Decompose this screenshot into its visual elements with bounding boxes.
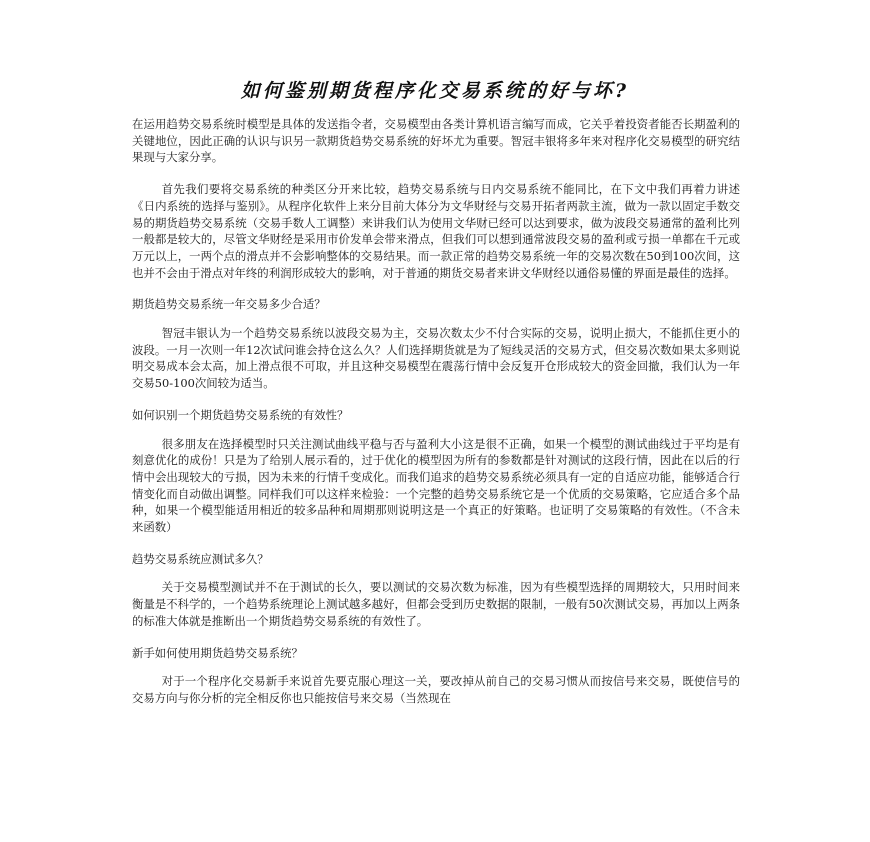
section-heading-validity: 如何识别一个期货趋势交易系统的有效性？ bbox=[132, 407, 349, 422]
document-title: 如何鉴别期货程序化交易系统的好与坏? bbox=[240, 80, 630, 102]
section-heading-trade-frequency: 期货趋势交易系统一年交易多少合适？ bbox=[132, 297, 326, 312]
paragraph-system-types: 首先我们要将交易系统的种类区分开来比较，趋势交易系统与日内交易系统不能同比，在下文中我们再着力讲述《日内系统的选择与鉴别》。从程序化软件上来分目前大体分为文华财经与交易开拓者两款主流，做为一款以固定手数交易的期货趋势交易系统（交易手数人工调整）来讲我们认为使用文华财已经可以达到要求，做为波段交易通常的盈利比列一般都是较大的，尽管文华财经是采用市价发单会带来滑点，但我们可以想到通常波段交易的盈利或亏损一单都在千元或万元以上，一两个点的滑点并不会影响整体的交易结果。而一款正常的趋势交易系统一年的交易次数在50到100次间，这也并不会由于滑点对年终的利润形成较大的影响，对于普通的期货交易者来讲文华财经以通俗易懂的界面是最佳的选择。 bbox=[132, 182, 740, 280]
section-heading-beginners: 新手如何使用期货趋势交易系统？ bbox=[132, 645, 303, 660]
paragraph-intro: 在运用趋势交易系统时模型是具体的发送指令者，交易模型由各类计算机语言编写而成，它关乎着投资者能否长期盈利的关键地位，因此正确的认识与识另一款期货趋势交易系统的好坏尤为重要。智冠丰银将多年来对程序化交易模型的研究结果现与大家分享。 bbox=[132, 117, 740, 165]
paragraph-beginners: 对于一个程序化交易新手来说首先要克服心理这一关，要改掉从前自己的交易习惯从而按信号来交易，既使信号的交易方向与你分析的完全相反你也只能按信号来交易（当然现在 bbox=[132, 674, 740, 705]
section-heading-test-duration: 趋势交易系统应测试多久？ bbox=[132, 551, 269, 566]
paragraph-test-duration: 关于交易模型测试并不在于测试的长久，要以测试的交易次数为标准，因为有些模型选择的周期较大，只用时间来衡量是不科学的，一个趋势系统理论上测试越多越好，但都会受到历史数据的限制，一般有50次测试交易，再加以上两条的标准大体就是推断出一个期货趋势交易系统的有效性了。 bbox=[132, 580, 740, 628]
paragraph-trade-frequency: 智冠丰银认为一个趋势交易系统以波段交易为主，交易次数太少不付合实际的交易，说明止损大，不能抓住更小的波段。一月一次则一年12次试问谁会持仓这么久？人们选择期货就是为了短线灵活的交易方式，但交易次数如果太多则说明交易成本会太高，加上滑点很不可取，并且这种交易模型在震荡行情中会反复开仓形成较大的资金回撤，我们认为一年交易50-100次间较为适当。 bbox=[132, 326, 740, 391]
paragraph-validity: 很多朋友在选择模型时只关注测试曲线平稳与否与盈利大小这是很不正确，如果一个模型的测试曲线过于平均是有刻意优化的成份！只是为了给别人展示看的，过于优化的模型因为所有的参数都是针对测试的这段行情，因此在以后的行情中会出现较大的亏损，因为未来的行情千变成化。而我们追求的趋势交易系统必须具有一定的自适应功能，能够适合行情变化而自动做出调整。同样我们可以这样来检验：一个完整的趋势交易系统它是一个优质的交易策略，它应适合多个品种，如果一个模型能适用相近的较多品种和周期那则说明这是一个真正的好策略。也证明了交易策略的有效性。（不含未来函数） bbox=[132, 436, 740, 535]
document-body bbox=[132, 116, 740, 707]
